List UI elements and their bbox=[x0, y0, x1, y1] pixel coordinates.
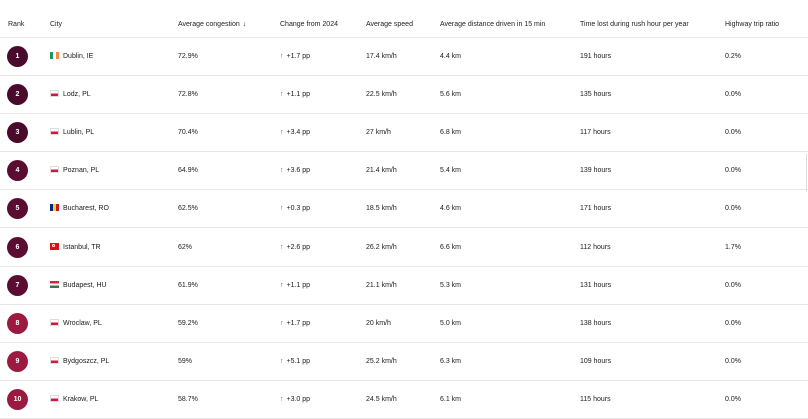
country-flag-icon bbox=[50, 204, 59, 211]
city-cell[interactable] bbox=[50, 357, 109, 366]
change-cell bbox=[280, 52, 310, 61]
rank-badge: 2 bbox=[7, 84, 28, 105]
increase-arrow-icon: ↑ bbox=[280, 319, 284, 327]
change-value: +3.6 pp bbox=[286, 167, 311, 175]
rank-badge: 7 bbox=[7, 275, 28, 296]
change-value: +0.3 pp bbox=[286, 205, 311, 213]
average-congestion-value: 70.4% bbox=[178, 129, 198, 137]
table-row[interactable] bbox=[0, 38, 808, 76]
increase-arrow-icon: ↑ bbox=[280, 91, 284, 99]
change-cell bbox=[280, 243, 310, 252]
average-congestion-value: 61.9% bbox=[178, 281, 198, 289]
average-distance-value: 5.0 km bbox=[440, 319, 462, 327]
city-cell[interactable] bbox=[50, 128, 94, 137]
increase-arrow-icon: ↑ bbox=[280, 281, 284, 289]
column-header-change[interactable]: Change from 2024 bbox=[280, 21, 338, 28]
time-lost-value: 131 hours bbox=[580, 281, 612, 289]
column-header-highway-ratio[interactable]: Highway trip ratio bbox=[725, 21, 780, 28]
increase-arrow-icon: ↑ bbox=[280, 243, 284, 251]
increase-arrow-icon: ↑ bbox=[280, 205, 284, 213]
increase-arrow-icon: ↑ bbox=[280, 167, 284, 175]
column-header-average-speed[interactable]: Average speed bbox=[366, 21, 413, 28]
city-name: Istanbul, TR bbox=[63, 243, 101, 251]
average-distance-value: 4.4 km bbox=[440, 53, 462, 60]
time-lost-value: 115 hours bbox=[580, 395, 611, 403]
city-cell[interactable] bbox=[50, 281, 107, 290]
change-value: +1.7 pp bbox=[286, 319, 311, 327]
time-lost-value: 117 hours bbox=[580, 129, 611, 137]
highway-ratio-value: 0.0% bbox=[725, 395, 741, 403]
average-speed-value: 17.4 km/h bbox=[366, 53, 397, 60]
average-speed-value: 21.1 km/h bbox=[366, 281, 397, 289]
rank-badge: 6 bbox=[7, 237, 28, 258]
highway-ratio-value: 0.0% bbox=[725, 205, 741, 213]
highway-ratio-value: 0.0% bbox=[725, 281, 741, 289]
change-cell bbox=[280, 395, 310, 404]
table-header bbox=[0, 0, 808, 38]
increase-arrow-icon: ↑ bbox=[280, 53, 284, 60]
rank-badge: 3 bbox=[7, 122, 28, 143]
time-lost-value: 109 hours bbox=[580, 357, 612, 365]
change-cell bbox=[280, 166, 310, 175]
city-cell[interactable] bbox=[50, 395, 98, 404]
average-congestion-value: 72.8% bbox=[178, 91, 198, 99]
change-cell bbox=[280, 90, 310, 99]
rank-badge: 1 bbox=[7, 46, 28, 67]
change-value: +1.1 pp bbox=[286, 91, 311, 99]
table-row[interactable] bbox=[0, 76, 808, 114]
rank-badge: 8 bbox=[7, 313, 28, 334]
table-row[interactable] bbox=[0, 381, 808, 419]
city-cell[interactable] bbox=[50, 52, 93, 61]
table-row[interactable] bbox=[0, 305, 808, 343]
average-speed-value: 18.5 km/h bbox=[366, 205, 397, 213]
time-lost-value: 112 hours bbox=[580, 243, 611, 251]
city-name: Bydgoszcz, PL bbox=[63, 357, 110, 365]
average-speed-value: 21.4 km/h bbox=[366, 167, 397, 175]
city-name: Poznan, PL bbox=[63, 167, 100, 175]
average-speed-value: 22.5 km/h bbox=[366, 91, 397, 99]
increase-arrow-icon: ↑ bbox=[280, 357, 284, 365]
highway-ratio-value: 0.0% bbox=[725, 357, 741, 365]
time-lost-value: 138 hours bbox=[580, 319, 612, 327]
average-distance-value: 5.4 km bbox=[440, 167, 462, 175]
city-name: Krakow, PL bbox=[63, 395, 99, 403]
city-cell[interactable] bbox=[50, 166, 99, 175]
change-cell bbox=[280, 357, 310, 366]
average-congestion-value: 64.9% bbox=[178, 167, 198, 175]
city-name: Bucharest, RO bbox=[63, 205, 109, 213]
country-flag-icon bbox=[50, 281, 59, 288]
average-distance-value: 5.6 km bbox=[440, 91, 462, 99]
city-name: Budapest, HU bbox=[63, 281, 107, 289]
table-row[interactable] bbox=[0, 343, 808, 381]
change-cell bbox=[280, 204, 310, 213]
time-lost-value: 135 hours bbox=[580, 91, 612, 99]
city-cell[interactable] bbox=[50, 90, 91, 99]
country-flag-icon bbox=[50, 128, 59, 135]
table-row[interactable] bbox=[0, 190, 808, 228]
increase-arrow-icon: ↑ bbox=[280, 129, 284, 137]
change-value: +1.1 pp bbox=[286, 281, 311, 289]
table-row[interactable] bbox=[0, 114, 808, 152]
average-distance-value: 6.1 km bbox=[440, 395, 462, 403]
table-row[interactable] bbox=[0, 229, 808, 267]
increase-arrow-icon: ↑ bbox=[280, 395, 284, 403]
average-distance-value: 4.6 km bbox=[440, 205, 462, 213]
change-cell bbox=[280, 281, 310, 290]
average-distance-value: 6.8 km bbox=[440, 129, 462, 137]
country-flag-icon bbox=[50, 52, 59, 59]
rank-badge: 9 bbox=[7, 351, 28, 372]
country-flag-icon bbox=[50, 90, 59, 97]
change-value: +3.4 pp bbox=[286, 129, 311, 137]
column-header-time-lost[interactable]: Time lost during rush hour per year bbox=[580, 21, 689, 28]
average-distance-value: 6.6 km bbox=[440, 243, 462, 251]
country-flag-icon bbox=[50, 319, 59, 326]
average-congestion-value: 62% bbox=[178, 243, 193, 251]
city-name: Lublin, PL bbox=[63, 129, 95, 137]
average-congestion-value: 58.7% bbox=[178, 395, 198, 403]
change-cell bbox=[280, 128, 310, 137]
average-speed-value: 27 km/h bbox=[366, 129, 391, 137]
average-congestion-value: 59.2% bbox=[178, 319, 198, 327]
highway-ratio-value: 0.0% bbox=[725, 91, 741, 99]
average-congestion-value: 72.9% bbox=[178, 53, 198, 60]
city-name: Dublin, IE bbox=[63, 53, 94, 60]
column-header-city[interactable]: City bbox=[50, 21, 63, 28]
average-speed-value: 26.2 km/h bbox=[366, 243, 397, 251]
city-name: Lodz, PL bbox=[63, 91, 91, 99]
column-header-average-congestion[interactable] bbox=[178, 20, 246, 29]
time-lost-value: 139 hours bbox=[580, 167, 612, 175]
change-value: +2.6 pp bbox=[286, 243, 311, 251]
time-lost-value: 171 hours bbox=[580, 205, 612, 213]
column-header-average-congestion-label: Average congestion bbox=[178, 21, 240, 28]
city-cell[interactable] bbox=[50, 204, 109, 213]
scroll-edge-divider bbox=[806, 154, 807, 192]
country-flag-icon bbox=[50, 166, 59, 173]
highway-ratio-value: 1.7% bbox=[725, 243, 741, 251]
table-row[interactable] bbox=[0, 267, 808, 305]
city-cell[interactable] bbox=[50, 243, 101, 252]
rank-badge: 4 bbox=[7, 160, 28, 181]
change-cell bbox=[280, 319, 310, 328]
city-cell[interactable] bbox=[50, 319, 102, 328]
sort-descending-icon[interactable]: ↓ bbox=[242, 21, 247, 28]
table-row[interactable] bbox=[0, 152, 808, 190]
average-speed-value: 25.2 km/h bbox=[366, 357, 397, 365]
change-value: +3.0 pp bbox=[286, 395, 311, 403]
average-congestion-value: 59% bbox=[178, 357, 193, 365]
change-value: +1.7 pp bbox=[286, 53, 311, 60]
rank-badge: 10 bbox=[7, 389, 28, 410]
highway-ratio-value: 0.2% bbox=[725, 53, 741, 60]
average-speed-value: 20 km/h bbox=[366, 319, 391, 327]
highway-ratio-value: 0.0% bbox=[725, 167, 741, 175]
average-distance-value: 6.3 km bbox=[440, 357, 462, 365]
country-flag-icon bbox=[50, 243, 59, 250]
country-flag-icon bbox=[50, 357, 59, 364]
country-flag-icon bbox=[50, 395, 59, 402]
city-name: Wroclaw, PL bbox=[63, 319, 102, 327]
time-lost-value: 191 hours bbox=[580, 53, 612, 60]
average-congestion-value: 62.5% bbox=[178, 205, 198, 213]
highway-ratio-value: 0.0% bbox=[725, 319, 741, 327]
column-header-rank[interactable]: Rank bbox=[8, 21, 25, 28]
average-distance-value: 5.3 km bbox=[440, 281, 462, 289]
rank-badge: 5 bbox=[7, 198, 28, 219]
column-header-average-distance[interactable]: Average distance driven in 15 min bbox=[440, 21, 546, 28]
highway-ratio-value: 0.0% bbox=[725, 129, 741, 137]
average-speed-value: 24.5 km/h bbox=[366, 395, 397, 403]
change-value: +5.1 pp bbox=[286, 357, 311, 365]
